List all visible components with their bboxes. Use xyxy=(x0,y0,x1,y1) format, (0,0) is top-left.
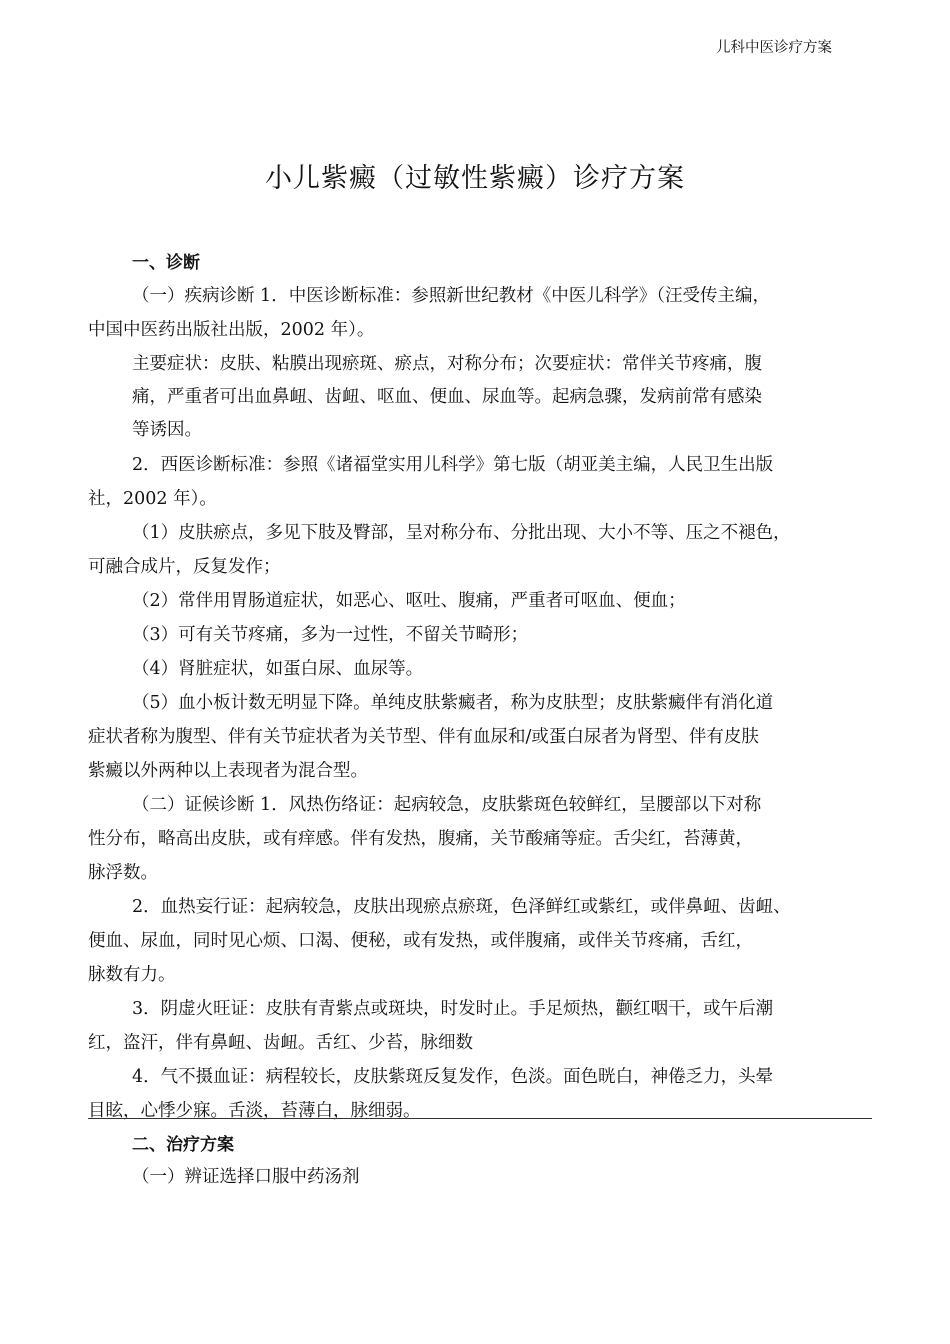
paragraph-line: 2．西医诊断标准：参照《诸福堂实用儿科学》第七版（胡亚美主编，人民卫生出版 xyxy=(132,455,774,475)
paragraph-line: （一）疾病诊断 1．中医诊断标准：参照新世纪教材《中医儿科学》（汪受传主编， xyxy=(132,286,770,306)
paragraph-line: （1）皮肤瘀点，多见下肢及臀部，呈对称分布、分批出现、大小不等、压之不褪色， xyxy=(132,523,791,543)
paragraph-line: （3）可有关节疼痛，多为一过性，不留关节畸形； xyxy=(132,625,529,645)
paragraph-line: 目眩，心悸少寐。舌淡，苔薄白，脉细弱。 xyxy=(88,1101,421,1121)
paragraph-line: （2）常伴用胃肠道症状，如恶心、呕吐、腹痛，严重者可呕血、便血； xyxy=(132,591,686,611)
paragraph-line: 性分布，略高出皮肤，或有痒感。伴有发热，腹痛，关节酸痛等症。舌尖红，苔薄黄， xyxy=(88,829,753,849)
paragraph-line: 3．阴虚火旺证：皮肤有青紫点或斑块，时发时止。手足烦热，颧红咽干，或午后潮 xyxy=(132,999,774,1019)
paragraph-line: 痛，严重者可出血鼻衄、齿衄、呕血、便血、尿血等。起病急骤，发病前常有感染 xyxy=(132,387,762,407)
paragraph-line: 脉数有力。 xyxy=(88,965,176,985)
paragraph-line: （5）血小板计数无明显下降。单纯皮肤紫癜者，称为皮肤型；皮肤紫癜伴有消化道 xyxy=(132,693,774,713)
paragraph-line: 中国中医药出版社出版，2002 年）。 xyxy=(88,320,375,340)
paragraph-line: 红，盗汗，伴有鼻衄、齿衄。舌红、少苔，脉细数 xyxy=(88,1033,473,1053)
section-heading-treatment: 二、治疗方案 xyxy=(132,1135,234,1155)
horizontal-rule xyxy=(88,1118,872,1119)
paragraph-line: 脉浮数。 xyxy=(88,863,158,883)
page-title: 小儿紫癜（过敏性紫癜）诊疗方案 xyxy=(265,163,685,194)
paragraph-line: （二）证候诊断 1．风热伤络证：起病较急，皮肤紫斑色较鲜红，呈腰部以下对称 xyxy=(132,795,762,815)
paragraph-line: （一）辨证选择口服中药汤剂 xyxy=(132,1167,360,1187)
paragraph-line: 便血、尿血，同时见心烦、口渴、便秘，或有发热，或伴腹痛，或伴关节疼痛，舌红， xyxy=(88,931,753,951)
paragraph-line: 主要症状：皮肤、粘膜出现瘀斑、瘀点，对称分布；次要症状：常伴关节疼痛，腹 xyxy=(132,354,762,374)
paragraph-line: 4．气不摄血证：病程较长，皮肤紫斑反复发作，色淡。面色晄白，神倦乏力，头晕 xyxy=(132,1067,774,1087)
paragraph-line: （4）肾脏症状，如蛋白尿、血尿等。 xyxy=(132,659,424,679)
paragraph-line: 可融合成片，反复发作； xyxy=(88,557,281,577)
running-header: 儿科中医诊疗方案 xyxy=(716,40,832,56)
paragraph-line: 紫癜以外两种以上表现者为混合型。 xyxy=(88,761,368,781)
paragraph-line: 社，2002 年）。 xyxy=(88,489,217,509)
paragraph-line: 等诱因。 xyxy=(132,420,202,440)
paragraph-line: 症状者称为腹型、伴有关节症状者为关节型、伴有血尿和/或蛋白尿者为肾型、伴有皮肤 xyxy=(88,727,759,747)
section-heading-diagnosis: 一、诊断 xyxy=(132,253,200,273)
paragraph-line: 2．血热妄行证：起病较急，皮肤出现瘀点瘀斑，色泽鲜红或紫红，或伴鼻衄、齿衄、 xyxy=(132,897,791,917)
